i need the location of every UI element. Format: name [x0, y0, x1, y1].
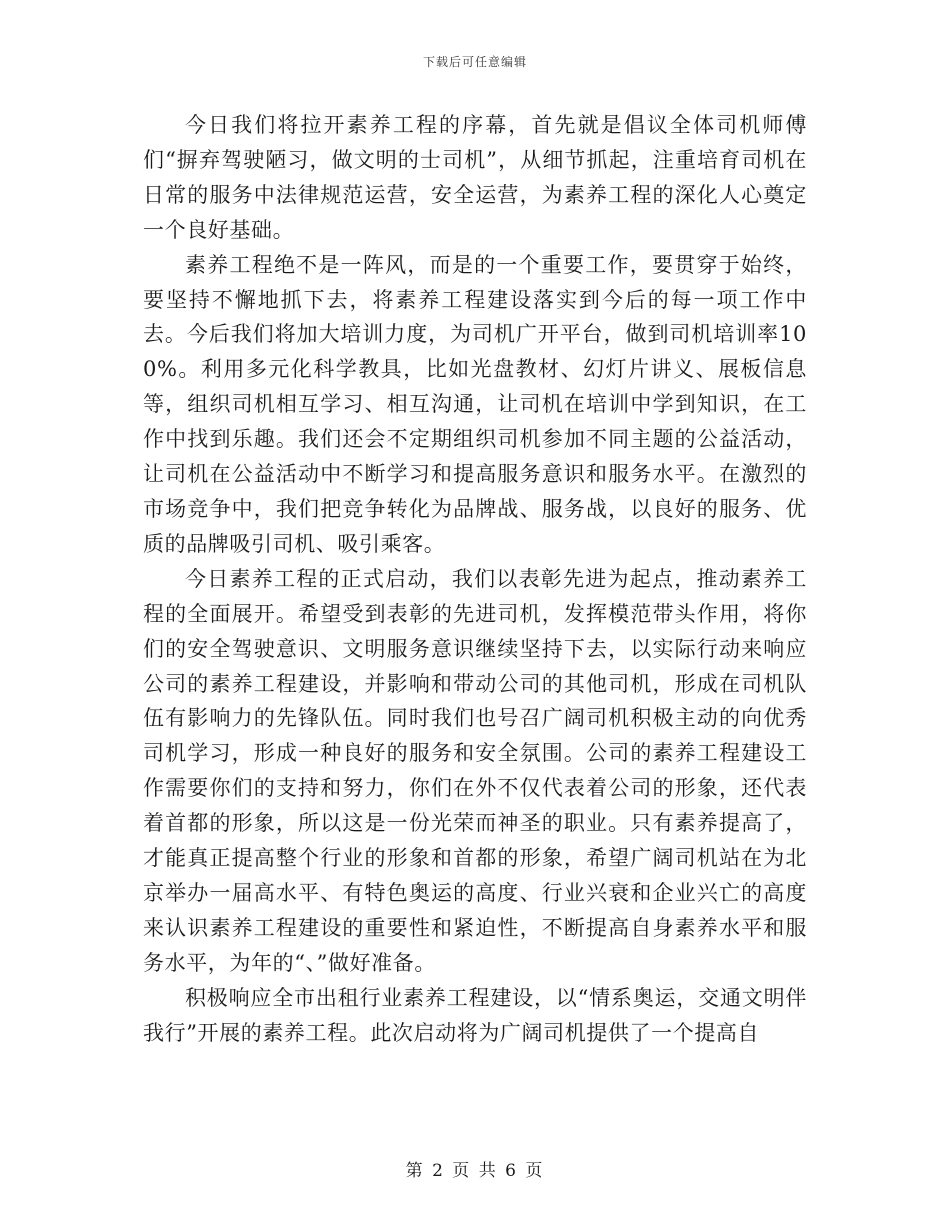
paragraph-2: 素养工程绝不是一阵风，而是的一个重要工作，要贯穿于始终，要坚持不懈地抓下去，将素养工程建设落实到今后的每一项工作中去。今后我们将加大培训力度，为司机广开平台，做到司机培训率100%。利用多元化科学教具，比如光盘教材、幻灯片讲义、展板信息等，组织司机相互学习、相互沟通，让司机在培训中学到知识，在工作中找到乐趣。我们还会不定期组织司机参加不同主题的公益活动，让司机在公益活动中不断学习和提高服务意识和服务水平。在激烈的市场竞争中，我们把竞争转化为品牌战、服务战，以良好的服务、优质的品牌吸引司机、吸引乘客。 [143, 252, 807, 556]
paragraph-1: 今日我们将拉开素养工程的序幕，首先就是倡议全体司机师傅们“摒弃驾驶陋习，做文明的士司机”，从细节抓起，注重培育司机在日常的服务中法律规范运营，安全运营，为素养工程的深化人心奠定一个良好基础。 [143, 113, 807, 242]
paragraph-3: 今日素养工程的正式启动，我们以表彰先进为起点，推动素养工程的全面展开。希望受到表彰的先进司机，发挥模范带头作用，将你们的安全驾驶意识、文明服务意识继续坚持下去，以实际行动来响应公司的素养工程建设，并影响和带动公司的其他司机，形成在司机队伍有影响力的先锋队伍。同时我们也号召广阔司机积极主动的向优秀司机学习，形成一种良好的服务和安全氛围。公司的素养工程建设工作需要你们的支持和努力，你们在外不仅代表着公司的形象，还代表着首都的形象，所以这是一份光荣而神圣的职业。只有素养提高了，才能真正提高整个行业的形象和首都的形象，希望广阔司机站在为北京举办一届高水平、有特色奥运的高度、行业兴衰和企业兴亡的高度来认识素养工程建设的重要性和紧迫性，不断提高自身素养水平和服务水平，为年的“、”做好准备。 [143, 566, 807, 975]
document-body [143, 108, 807, 1050]
page-header: 下载后可任意编辑 [422, 55, 527, 69]
paragraph-4: 积极响应全市出租行业素养工程建设，以“情系奥运，交通文明伴我行”开展的素养工程。此次启动将为广阔司机提供了一个提高自 [143, 985, 807, 1045]
page-footer: 第 2 页 共 6 页 [405, 1161, 545, 1181]
